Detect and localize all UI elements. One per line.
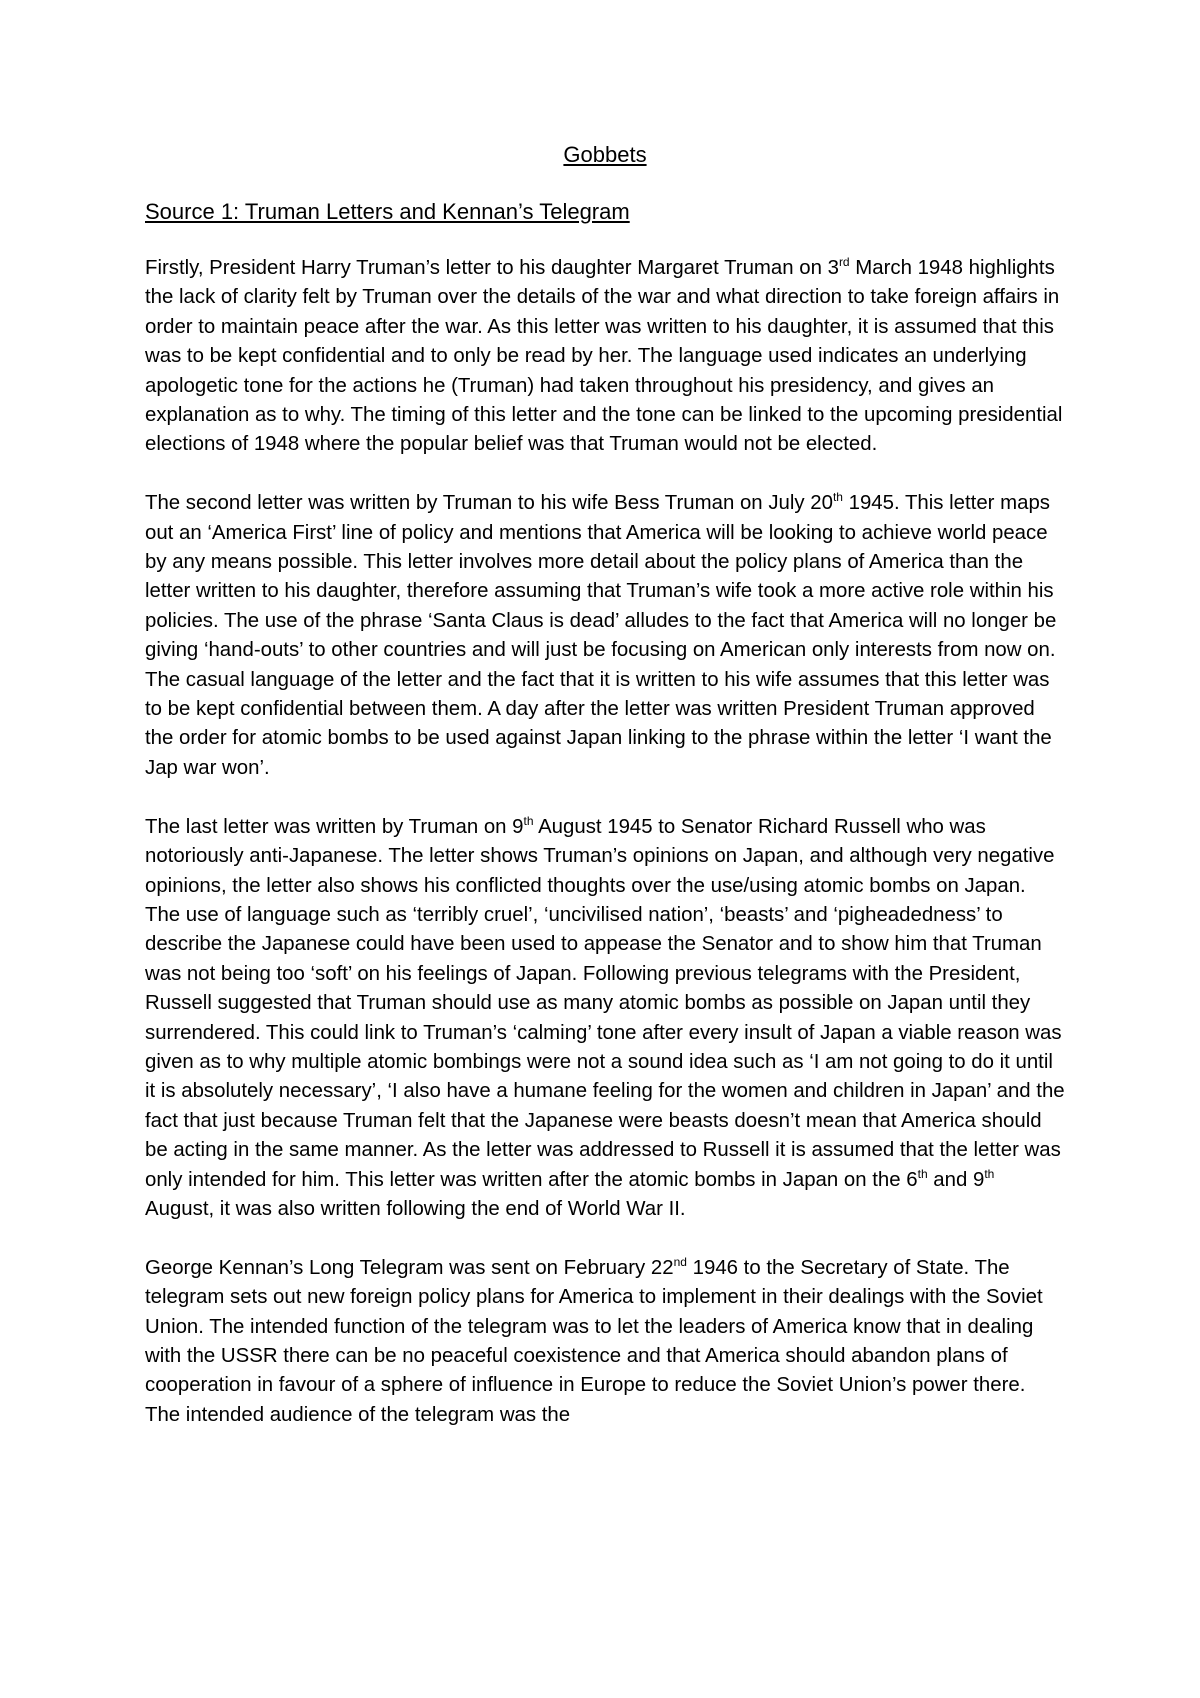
ordinal-superscript: th [917,1166,928,1181]
body-paragraph [145,489,1065,783]
ordinal-superscript: rd [838,255,850,270]
paragraph-text: and 9 [927,1168,985,1191]
paragraph-text: The second letter was written by Truman to his wife Bess Truman on July 20 [145,492,833,515]
paragraph-text: Firstly, President Harry Truman’s letter to his daughter Margaret Truman on 3 [145,257,839,279]
ordinal-superscript: nd [673,1254,687,1269]
ordinal-superscript: th [523,813,534,828]
body-paragraph [145,254,1065,460]
body-paragraph [145,1254,1065,1430]
paragraph-text: August, it was also written following the end of World War II. [145,1197,686,1220]
document-page [145,140,1065,1460]
document-title: Gobbets [563,142,647,167]
ordinal-superscript: th [832,490,843,505]
paragraph-text: August 1945 to Senator Richard Russell who was notoriously anti-Japanese. The letter shows Truman’s opinions on Japan, and although very negative opinions, the letter also shows his conflicted thoughts over the use/using atomic bombs on Japan. The use of language such as ‘terribly cruel’, ‘uncivilised nation’, ‘beasts’ and ‘pigheadedness’ to describe the Japanese could have been used to appease the Senator and to show him that Truman was not being too ‘soft’ on his feelings of Japan. Following previous telegrams with the President, Russell suggested that Truman should use as many atomic bombs as possible on Japan until they surrendered. This could link to Truman’s ‘calming’ tone after every insult of Japan a viable reason was given as to why multiple atomic bombings were not a sound idea such as ‘I am not going to do it until it is absolutely necessary’, ‘I also have a humane feeling for the women and children in Japan’ and the fact that just because Truman felt that the Japanese were beasts doesn’t mean that America should be acting in the same manner. As the letter was addressed to Russell it is assumed that the letter was only intended for him. This letter was written after the atomic bombs in Japan on the 6 [145,815,1065,1191]
paragraph-text: 1946 to the Secretary of State. The telegram sets out new foreign policy plans for America to implement in their dealings with the Soviet Union. The intended function of the telegram was to let the leaders of America know that in dealing with the USSR there can be no peaceful coexistence and that America should abandon plans of cooperation in favour of a sphere of influence in Europe to reduce the Soviet Union’s power there. The intended audience of the telegram was the [145,1256,1043,1426]
paragraph-text: George Kennan’s Long Telegram was sent on February 22 [145,1256,674,1279]
paragraph-text: The last letter was written by Truman on 9 [145,815,524,838]
paragraph-text: 1945. This letter maps out an ‘America First’ line of policy and mentions that America will be looking to achieve world peace by any means possible. This letter involves more detail about the policy plans of America than the letter written to his daughter, therefore assuming that Truman’s wife took a more active role within his policies. The use of the phrase ‘Santa Claus is dead’ alludes to the fact that America will no longer be giving ‘hand-outs’ to other countries and will just be focusing on American only interests from now on. The casual language of the letter and the fact that it is written to his wife assumes that this letter was to be kept confidential between them. A day after the letter was written President Truman approved the order for atomic bombs to be used against Japan linking to the phrase within the letter ‘I want the Jap war won’. [145,492,1057,779]
paragraph-text: March 1948 highlights the lack of clarity felt by Truman over the details of the war and what direction to take foreign affairs in order to maintain peace after the war. As this letter was written to his daughter, it is assumed that this was to be kept confidential and to only be read by her. The language used indicates an underlying apologetic tone for the actions he (Truman) had taken throughout his presidency, and gives an explanation as to why. The timing of this letter and the tone can be linked to the upcoming presidential elections of 1948 where the popular belief was that Truman would not be elected. [145,257,1063,456]
section-heading: Source 1: Truman Letters and Kennan’s Telegram [145,199,630,224]
document-body [145,254,1065,1430]
body-paragraph [145,813,1065,1225]
ordinal-superscript: th [984,1166,995,1181]
